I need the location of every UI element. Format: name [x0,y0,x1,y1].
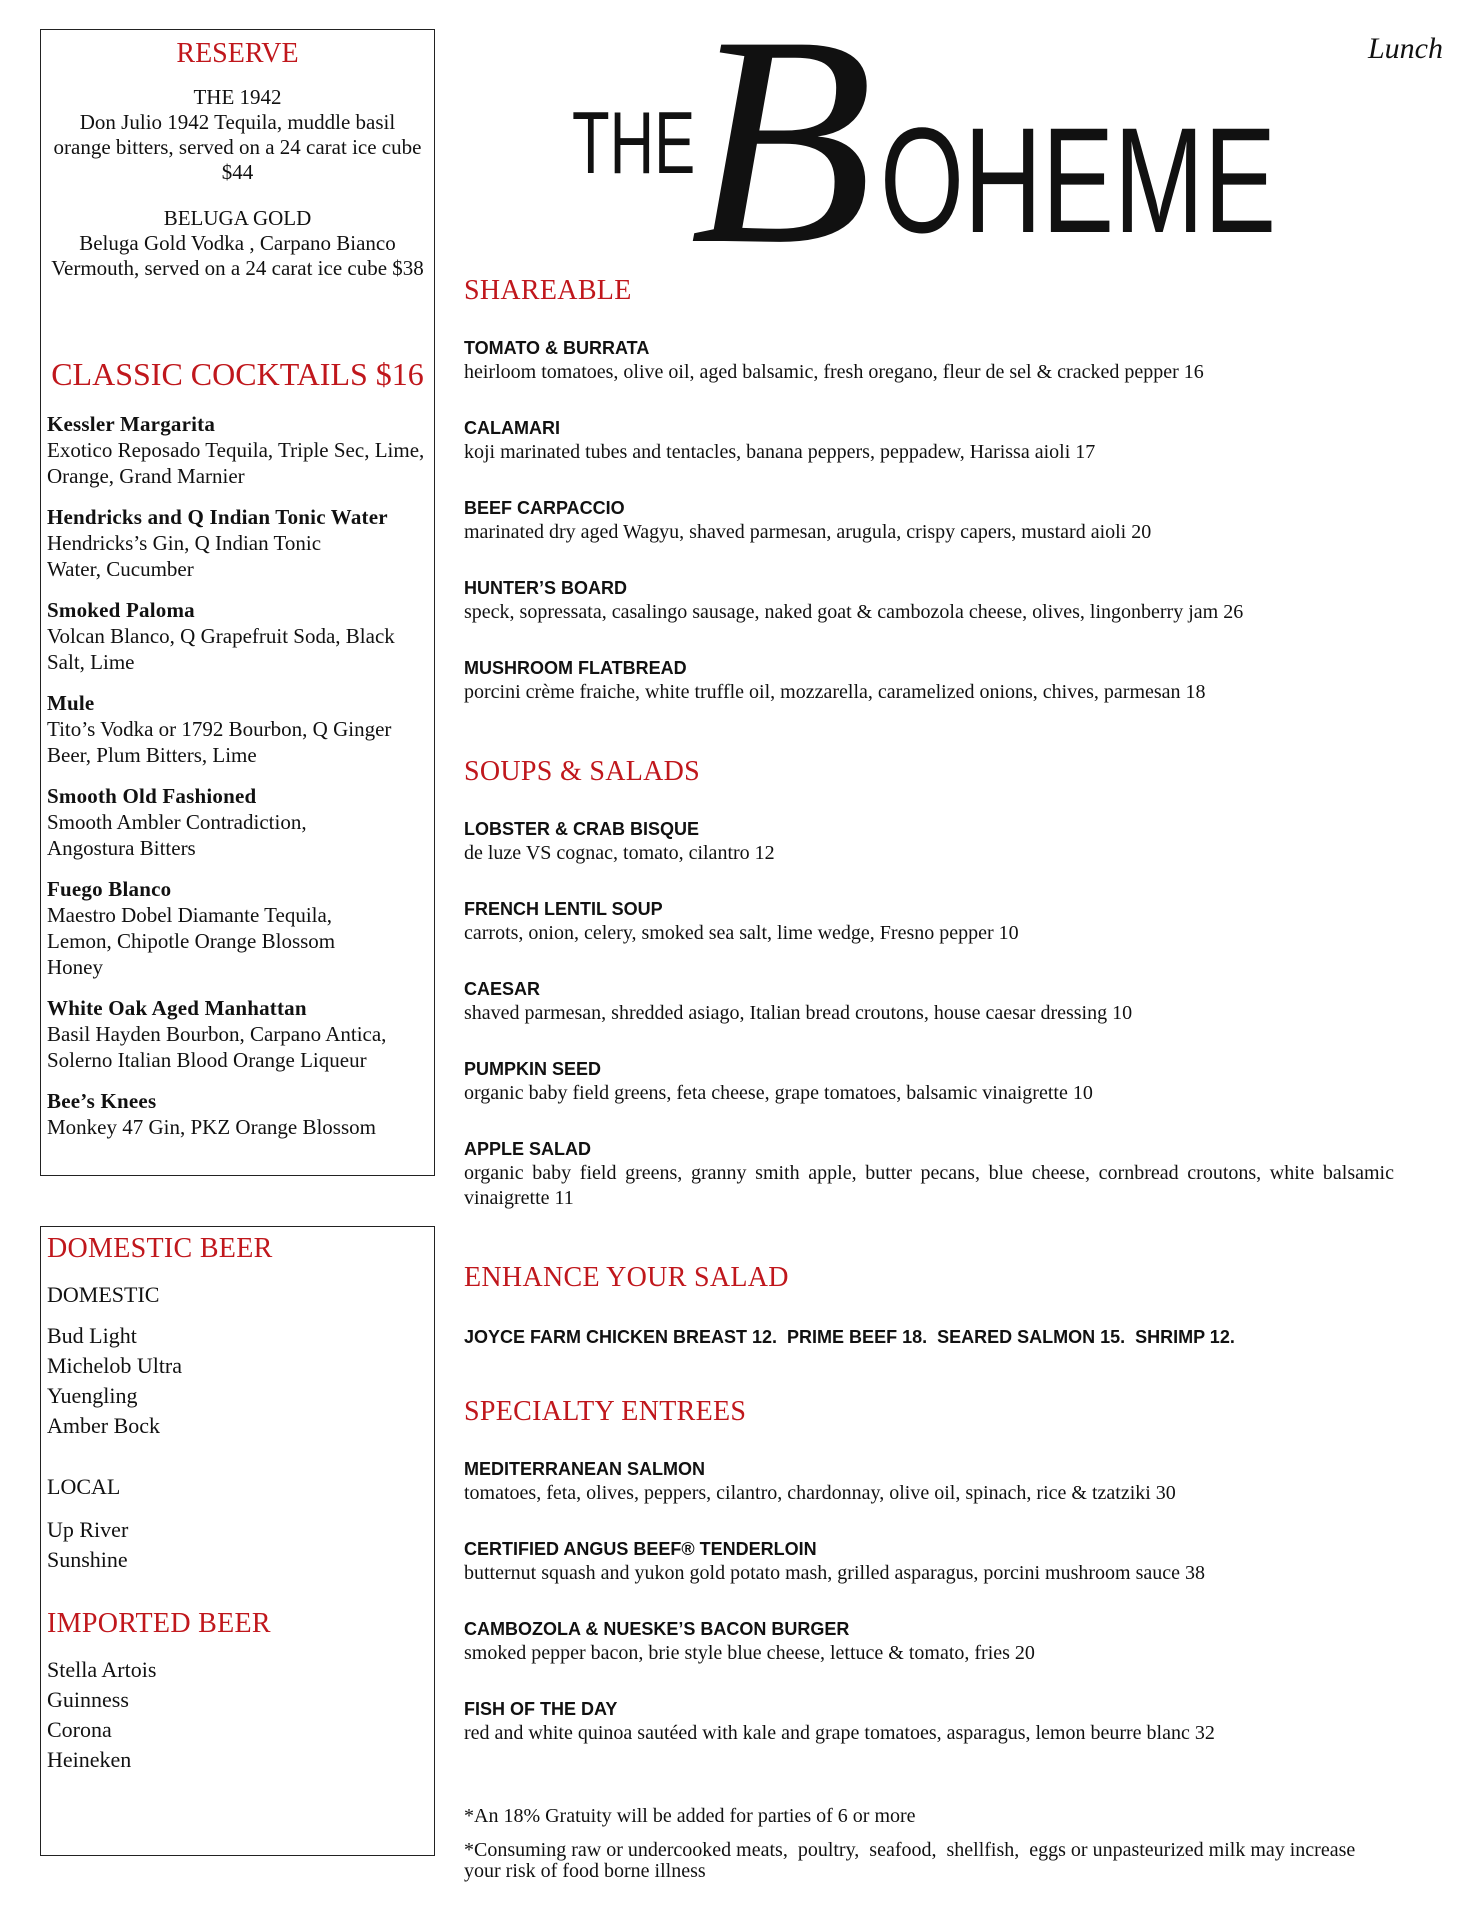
item-name: FRENCH LENTIL SOUP [464,899,663,919]
cocktails-heading: CLASSIC COCKTAILS $16 [51,356,424,392]
item-name: MEDITERRANEAN SALMON [464,1459,705,1479]
cocktail-desc: Maestro Dobel Diamante Tequila, Lemon, Chipotle Orange Blossom Honey [47,903,336,979]
cocktail-desc: Smooth Ambler Contradiction, Angostura Bitters [47,810,307,860]
item-name: HUNTER’S BOARD [464,578,628,598]
item-desc: smoked pepper bacon, brie style blue cheese, lettuce & tomato, fries 20 [464,1642,1035,1664]
item-desc: butternut squash and yukon gold potato mash, grilled asparagus, porcini mushroom sauce 38 [464,1562,1205,1584]
logo-oheme: OHEME [880,96,1277,264]
item-name: BEEF CARPACCIO [464,498,625,518]
reserve-item-name: THE 1942 [193,85,282,109]
enhance-addons: JOYCE FARM CHICKEN BREAST 12. PRIME BEEF 18. SEARED SALMON 15. SHRIMP 12. [464,1327,1235,1347]
menu-item [464,817,1394,897]
consumer-advisory: *Consuming raw or undercooked meats, poultry, seafood, shellfish, eggs or unpasteurized milk may increase your risk of food borne illness [464,1839,1361,1882]
cocktail-desc: Volcan Blanco, Q Grapefruit Soda, Black Salt, Lime [47,624,395,674]
specialty-entrees-heading: SPECIALTY ENTREES [464,1396,747,1427]
shareable-heading: SHAREABLE [464,275,632,306]
cocktail-item [47,783,430,861]
menu-item [464,977,1394,1057]
soups-salads-heading: SOUPS & SALADS [464,756,701,787]
item-desc: shaved parmesan, shredded asiago, Italian bread croutons, house caesar dressing 10 [464,1002,1133,1024]
cocktail-name: Hendricks and Q Indian Tonic Water [47,505,388,529]
beer-item: Sunshine [47,1547,128,1572]
cocktail-name: Mule [47,691,95,715]
menu-item [464,576,1464,656]
reserve-heading: RESERVE [176,38,299,69]
item-name: LOBSTER & CRAB BISQUE [464,819,700,839]
beer-item: Stella Artois [47,1657,157,1682]
menu-item [464,496,1464,576]
shareable-list [464,336,1464,736]
item-name: CAMBOZOLA & NUESKE’S BACON BURGER [464,1619,850,1639]
beer-item: Up River [47,1517,129,1542]
menu-item [464,1537,1464,1617]
item-name: APPLE SALAD [464,1139,592,1159]
meal-label: Lunch [1368,32,1443,65]
menu-item [464,416,1464,496]
gratuity-note: *An 18% Gratuity will be added for parties of 6 or more [464,1805,916,1827]
cocktail-desc: Basil Hayden Bourbon, Carpano Antica, Solerno Italian Blood Orange Liqueur [47,1022,387,1072]
menu-item [464,897,1394,977]
local-beer-list [47,1515,128,1575]
item-name: CERTIFIED ANGUS BEEF® TENDERLOIN [464,1539,817,1559]
item-name: CALAMARI [464,418,560,438]
reserve-item [45,206,430,281]
cocktail-desc: Monkey 47 Gin, PKZ Orange Blossom [47,1115,376,1139]
item-desc: red and white quinoa sautéed with kale and grape tomatoes, asparagus, lemon beurre blanc 32 [464,1722,1215,1744]
item-desc: de luze VS cognac, tomato, cilantro 12 [464,842,775,864]
reserve-item [47,85,428,185]
item-name: FISH OF THE DAY [464,1699,618,1719]
beer-panel [40,1226,435,1856]
cocktail-item [47,1088,430,1140]
menu-item [464,656,1464,736]
item-desc: speck, sopressata, casalingo sausage, naked goat & cambozola cheese, olives, lingonberry jam 26 [464,601,1244,623]
enhance-heading: ENHANCE YOUR SALAD [464,1262,789,1293]
cocktail-name: White Oak Aged Manhattan [47,996,307,1020]
beer-item: Amber Bock [47,1413,161,1438]
logo-script-b: B [690,0,874,306]
cocktail-name: Smooth Old Fashioned [47,784,257,808]
cocktail-item [47,597,430,675]
restaurant-logo [570,0,1310,306]
imported-beer-heading: IMPORTED BEER [47,1608,271,1639]
beer-item: Bud Light [47,1323,137,1348]
reserve-item-name: BELUGA GOLD [163,206,312,230]
beer-item: Heineken [47,1747,132,1772]
cocktail-name: Fuego Blanco [47,877,172,901]
imported-beer-list [47,1655,156,1775]
local-label: LOCAL [47,1474,121,1499]
item-name: PUMPKIN SEED [464,1059,602,1079]
cocktail-item [47,504,430,582]
cocktail-name: Bee’s Knees [47,1089,157,1113]
cocktail-item [47,876,430,980]
menu-item [464,1457,1464,1537]
beer-item: Michelob Ultra [47,1353,183,1378]
cocktail-desc: Hendricks’s Gin, Q Indian Tonic Water, Cucumber [47,531,322,581]
menu-item [464,1137,1394,1217]
cocktail-item [47,995,430,1073]
item-desc: organic baby field greens, feta cheese, grape tomatoes, balsamic vinaigrette 10 [464,1082,1093,1104]
menu-item [464,1697,1464,1777]
item-desc: marinated dry aged Wagyu, shaved parmesan, arugula, crispy capers, mustard aioli 20 [464,521,1152,543]
item-desc: koji marinated tubes and tentacles, banana peppers, peppadew, Harissa aioli 17 [464,441,1096,463]
domestic-beer-heading: DOMESTIC BEER [47,1233,273,1264]
item-name: TOMATO & BURRATA [464,338,650,358]
item-desc: heirloom tomatoes, olive oil, aged balsamic, fresh oregano, fleur de sel & cracked pepper 16 [464,361,1204,383]
soups-list [464,817,1394,1217]
cocktail-item [47,690,430,768]
domestic-label: DOMESTIC [47,1282,160,1307]
menu-item [464,1617,1464,1697]
cocktail-item [47,411,430,489]
reserve-item-desc: Don Julio 1942 Tequila, muddle basil orange bitters, served on a 24 carat ice cube $44 [53,110,422,184]
cocktail-list [47,411,430,1155]
item-desc: organic baby field greens, granny smith apple, butter pecans, blue cheese, cornbread croutons, white balsamic vinaigrette 11 [464,1162,1394,1209]
cocktail-desc: Exotico Reposado Tequila, Triple Sec, Lime, Orange, Grand Marnier [47,438,425,488]
item-name: CAESAR [464,979,541,999]
item-desc: tomatoes, feta, olives, peppers, cilantro, chardonnay, olive oil, spinach, rice & tzatziki 30 [464,1482,1176,1504]
entrees-list [464,1457,1464,1777]
menu-item [464,1057,1394,1137]
item-name: MUSHROOM FLATBREAD [464,658,687,678]
cocktail-desc: Tito’s Vodka or 1792 Bourbon, Q Ginger Beer, Plum Bitters, Lime [47,717,392,767]
menu-item [464,336,1464,416]
domestic-beer-list [47,1321,182,1441]
cocktail-name: Smoked Paloma [47,598,195,622]
beer-item: Yuengling [47,1383,138,1408]
drinks-panel [40,29,435,1176]
reserve-item-desc: Beluga Gold Vodka , Carpano Bianco Vermouth, served on a 24 carat ice cube $38 [51,231,424,280]
beer-item: Corona [47,1717,112,1742]
cocktail-name: Kessler Margarita [47,412,216,436]
beer-item: Guinness [47,1687,129,1712]
item-desc: carrots, onion, celery, smoked sea salt, lime wedge, Fresno pepper 10 [464,922,1019,944]
logo-the: THE [572,93,696,192]
item-desc: porcini crème fraiche, white truffle oil, mozzarella, caramelized onions, chives, parmesan 18 [464,681,1206,703]
